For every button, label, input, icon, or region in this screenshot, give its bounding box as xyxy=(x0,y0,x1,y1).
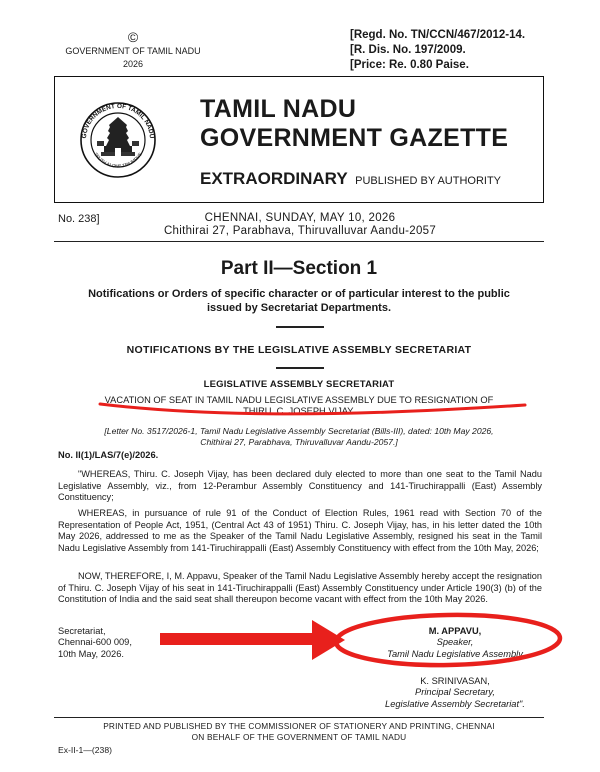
regd-number: [Regd. No. TN/CCN/467/2012-14. xyxy=(350,29,526,41)
letter-ref-line2: Chithirai 27, Parabhava, Thiruvalluvar Aandu-2057.] xyxy=(200,436,398,447)
emblem-bottom-text: TRUTH ALONE TRIUMPHS xyxy=(93,151,143,169)
price-label: [Price: Re. 0.80 Paise. xyxy=(350,59,469,71)
place-date: CHENNAI, SUNDAY, MAY 10, 2026 xyxy=(204,212,396,224)
speaker-org: Tamil Nadu Legislative Assembly xyxy=(387,648,523,659)
emblem-text-ring xyxy=(79,101,157,179)
part-subtitle-line1: Notifications or Orders of specific character or of particular interest to the public xyxy=(88,288,510,300)
masthead-box xyxy=(54,76,544,203)
signoff-place-date xyxy=(58,626,132,660)
copyright-symbol: © xyxy=(127,29,139,45)
signoff-line2: Chennai-600 009, xyxy=(58,637,132,648)
speaker-title: Speaker, xyxy=(436,637,474,648)
extraordinary-line xyxy=(200,169,501,189)
paragraph-2: WHEREAS, in pursuance of rule 91 of the Conduct of Election Rules, 1961 read with Section 70 of the Representation of People Act, 1951, (Central Act 43 of 1951) Thiru. C. Joseph Vijay, has, in his letter dated the 10th May 2026, addressed to me as the Speaker of the Tamil Nadu Legislative Assembly, resigned his seat in the Tamil Nadu Legislative Assembly from 141-Tiruchirappalli (East) Assembly Constituency with effect from the 10th May, 2026; xyxy=(58,508,542,553)
paragraph-1: "WHEREAS, Thiru. C. Joseph Vijay, has been declared duly elected to more than one seat to the Tamil Nadu Legislative Assembly, viz., from 12-Perambur Assembly Constituency and 141-Tiruchirappalli (East) Assembly Constituency; xyxy=(58,469,542,502)
section-heading: NOTIFICATIONS BY THE LEGISLATIVE ASSEMBLY SECRETARIAT xyxy=(126,344,472,356)
part-title: Part II—Section 1 xyxy=(220,258,378,279)
svg-text:GOVERNMENT OF TAMIL NADU xyxy=(81,103,155,139)
published-by-label: PUBLISHED BY AUTHORITY xyxy=(355,175,501,187)
header-right xyxy=(350,28,580,73)
letter-ref-line1: [Letter No. 3517/2026-1, Tamil Nadu Legislative Assembly Secretariat (Bills-III), dated: 10th May 2026, xyxy=(104,426,494,436)
notice-title-line2: THIRU. C. JOSEPH VIJAY. xyxy=(243,406,355,416)
notice-title-line1: VACATION OF SEAT IN TAMIL NADU LEGISLATIVE ASSEMBLY DUE TO RESIGNATION OF xyxy=(104,395,494,405)
section-divider xyxy=(276,367,324,369)
header-year: 2026 xyxy=(122,59,144,69)
issue-number: No. 238] xyxy=(58,213,100,225)
part-divider xyxy=(276,326,324,328)
issue-date xyxy=(150,212,450,238)
header-left xyxy=(48,30,218,69)
letter-reference xyxy=(54,426,544,447)
signoff-line3: 10th May, 2026. xyxy=(58,648,124,659)
rdis-number: [R. Dis. No. 197/2009. xyxy=(350,44,466,56)
svg-text:TRUTH ALONE TRIUMPHS xyxy=(93,152,143,169)
secretary-title: Principal Secretary, xyxy=(415,687,495,698)
footer-printer xyxy=(54,721,544,742)
footer-code: Ex-II-1—(238) xyxy=(58,745,112,755)
secretary-org: Legislative Assembly Secretariat". xyxy=(385,698,525,709)
notice-title xyxy=(54,395,544,417)
subsection-heading: LEGISLATIVE ASSEMBLY SECRETARIAT xyxy=(203,379,395,390)
footer-line1: PRINTED AND PUBLISHED BY THE COMMISSIONER OF STATIONERY AND PRINTING, CHENNAI xyxy=(103,721,495,731)
extraordinary-label: EXTRAORDINARY xyxy=(200,169,348,188)
red-arrow-head xyxy=(312,620,345,660)
tamil-date: Chithirai 27, Parabhava, Thiruvalluvar Aandu-2057 xyxy=(163,225,437,237)
speaker-signature xyxy=(360,626,550,660)
paragraph-3: NOW, THEREFORE, I, M. Appavu, Speaker of the Tamil Nadu Legislative Assembly hereby accept the resignation of Thiru. C. Joseph Vijay of his seat in 141-Tiruchirappalli (East) Assembly Constituency under Article 190(3) (b) of the Constitution of India and the said seat shall thereupon become vacant with effect from the 10th May 2026. xyxy=(58,571,542,604)
issue-divider xyxy=(54,241,544,242)
speaker-name: M. APPAVU, xyxy=(428,626,482,636)
part-subtitle xyxy=(54,287,544,315)
publisher-label: GOVERNMENT OF TAMIL NADU xyxy=(65,46,201,56)
order-number: No. II(1)/LAS/7(e)/2026. xyxy=(58,450,159,460)
secretary-signature xyxy=(350,676,560,710)
footer-line2: ON BEHALF OF THE GOVERNMENT OF TAMIL NADU xyxy=(191,731,407,742)
gazette-title xyxy=(200,95,508,153)
emblem-top-text: GOVERNMENT OF TAMIL NADU xyxy=(80,102,156,139)
state-emblem xyxy=(79,101,157,179)
secretary-name: K. SRINIVASAN, xyxy=(420,676,490,686)
footer-divider xyxy=(54,717,544,718)
title-line-1: TAMIL NADU xyxy=(200,95,357,123)
signoff-line1: Secretariat, xyxy=(58,626,106,636)
part-subtitle-line2: issued by Secretariat Departments. xyxy=(206,302,392,314)
title-line-2: GOVERNMENT GAZETTE xyxy=(200,124,509,152)
